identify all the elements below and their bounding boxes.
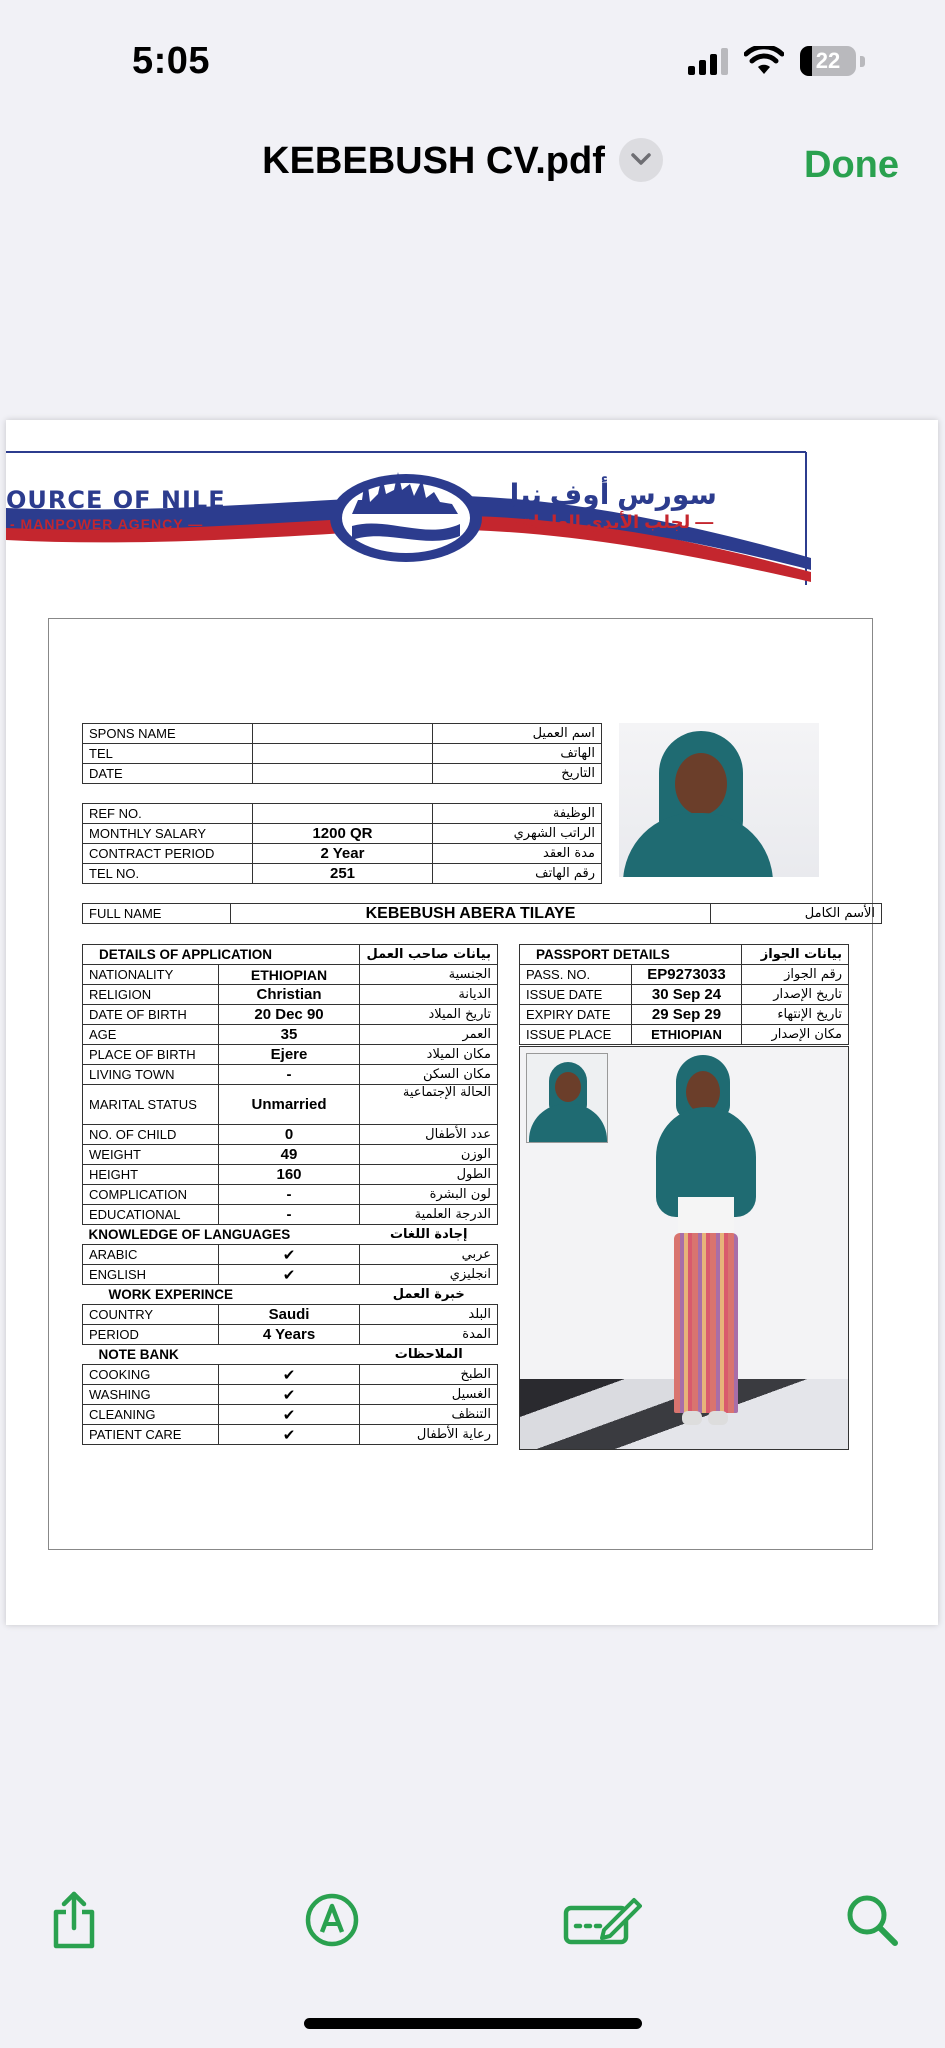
- table-row: KNOWLEDGE OF LANGUAGES إجادة اللغات: [88, 1227, 468, 1242]
- bottom-toolbar: [0, 1880, 945, 1980]
- chevron-down-icon[interactable]: [619, 138, 663, 182]
- table-row: SPONS NAME اسم العميل: [83, 724, 602, 744]
- table-row: FULL NAME KEBEBUSH ABERA TILAYE الأسم الكامل: [83, 904, 882, 924]
- table-row: PERIOD 4 Years المدة: [83, 1325, 498, 1345]
- table-row: TEL الهاتف: [83, 744, 602, 764]
- table-row: COUNTRY Saudi البلد: [83, 1305, 498, 1325]
- full-name-value: KEBEBUSH ABERA TILAYE: [231, 904, 711, 924]
- table-row: WORK EXPERINCE خبرة العمل: [108, 1287, 465, 1302]
- table-row: NATIONALITY ETHIOPIAN الجنسية: [83, 965, 498, 985]
- table-row: CONTRACT PERIOD 2 Year مدة العقد: [83, 844, 602, 864]
- sponsor-table: [82, 723, 602, 784]
- table-row: ENGLISH ✔ انجليزي: [83, 1265, 498, 1285]
- markup-icon[interactable]: [292, 1880, 372, 1960]
- status-icons: [688, 46, 865, 76]
- passport-table: [519, 944, 849, 1045]
- table-row: REF NO. الوظيفة: [83, 804, 602, 824]
- search-icon[interactable]: [832, 1880, 912, 1960]
- table-row: AGE 35 العمر: [83, 1025, 498, 1045]
- table-row: PASS. NO. EP9273033 رقم الجواز: [520, 965, 849, 985]
- passport-photo: [526, 1053, 608, 1143]
- agency-name-ar: سورس أوف نيل: [495, 479, 717, 510]
- cv-frame: [48, 618, 873, 1550]
- table-row: PATIENT CARE ✔ رعاية الأطفال: [83, 1425, 498, 1445]
- share-icon[interactable]: [34, 1880, 114, 1960]
- fill-sign-icon[interactable]: [560, 1880, 644, 1960]
- table-row: CLEANING ✔ التنظف: [83, 1405, 498, 1425]
- portrait-photo: [619, 723, 819, 877]
- table-row: HEIGHT 160 الطول: [83, 1165, 498, 1185]
- table-row: RELIGION Christian الديانة: [83, 985, 498, 1005]
- pdf-page: [6, 420, 938, 1625]
- table-row: EXPIRY DATE 29 Sep 29 تاريخ الإنتهاء: [520, 1005, 849, 1025]
- status-bar: [0, 0, 945, 120]
- table-row: ISSUE DATE 30 Sep 24 تاريخ الإصدار: [520, 985, 849, 1005]
- nav-bar: [0, 128, 945, 204]
- full-body-photo: [519, 1046, 849, 1450]
- table-row: DATE التاريخ: [83, 764, 602, 784]
- full-name-table: [82, 903, 882, 924]
- table-row: ISSUE PLACE ETHIOPIAN مكان الإصدار: [520, 1025, 849, 1045]
- table-row: WASHING ✔ الغسيل: [83, 1385, 498, 1405]
- table-row: DETAILS OF APPLICATION بيانات صاحب العمل: [83, 945, 498, 965]
- wifi-icon: [744, 46, 784, 76]
- done-button[interactable]: Done: [804, 144, 899, 186]
- agency-banner: [6, 450, 811, 590]
- table-row: EDUCATIONAL - الدرجة العلمية: [83, 1205, 498, 1225]
- agency-name-en: OURCE OF NILE: [6, 486, 226, 514]
- status-time: 5:05: [132, 40, 211, 82]
- cellular-signal-icon: [688, 47, 728, 75]
- agency-subtitle-en: - MANPOWER AGENCY —: [10, 516, 204, 532]
- document-title-text: KEBEBUSH CV.pdf: [262, 140, 605, 182]
- table-row: LIVING TOWN - مكان السكن: [83, 1065, 498, 1085]
- table-row: PASSPORT DETAILS بيانات الجواز: [520, 945, 849, 965]
- table-row: PLACE OF BIRTH Ejere مكان الميلاد: [83, 1045, 498, 1065]
- battery-icon: [800, 46, 856, 76]
- table-row: DATE OF BIRTH 20 Dec 90 تاريخ الميلاد: [83, 1005, 498, 1025]
- home-indicator[interactable]: [304, 2018, 642, 2029]
- application-table: [82, 944, 498, 1445]
- battery-percent: 22: [815, 48, 841, 73]
- table-row: COOKING ✔ الطبخ: [83, 1365, 498, 1385]
- contract-table: [82, 803, 602, 884]
- table-row: NOTE BANK الملاحظات: [98, 1347, 463, 1362]
- table-row: MARITAL STATUS Unmarried الحالة الإجتماعية: [83, 1085, 498, 1125]
- table-row: TEL NO. 251 رقم الهاتف: [83, 864, 602, 884]
- table-row: COMPLICATION - لون البشرة: [83, 1185, 498, 1205]
- table-row: MONTHLY SALARY 1200 QR الراتب الشهري: [83, 824, 602, 844]
- agency-subtitle-ar: — لجلب الأيدي العاملة —: [498, 512, 714, 532]
- table-row: WEIGHT 49 الوزن: [83, 1145, 498, 1165]
- table-row: ARABIC ✔ عربي: [83, 1245, 498, 1265]
- table-row: NO. OF CHILD 0 عدد الأطفال: [83, 1125, 498, 1145]
